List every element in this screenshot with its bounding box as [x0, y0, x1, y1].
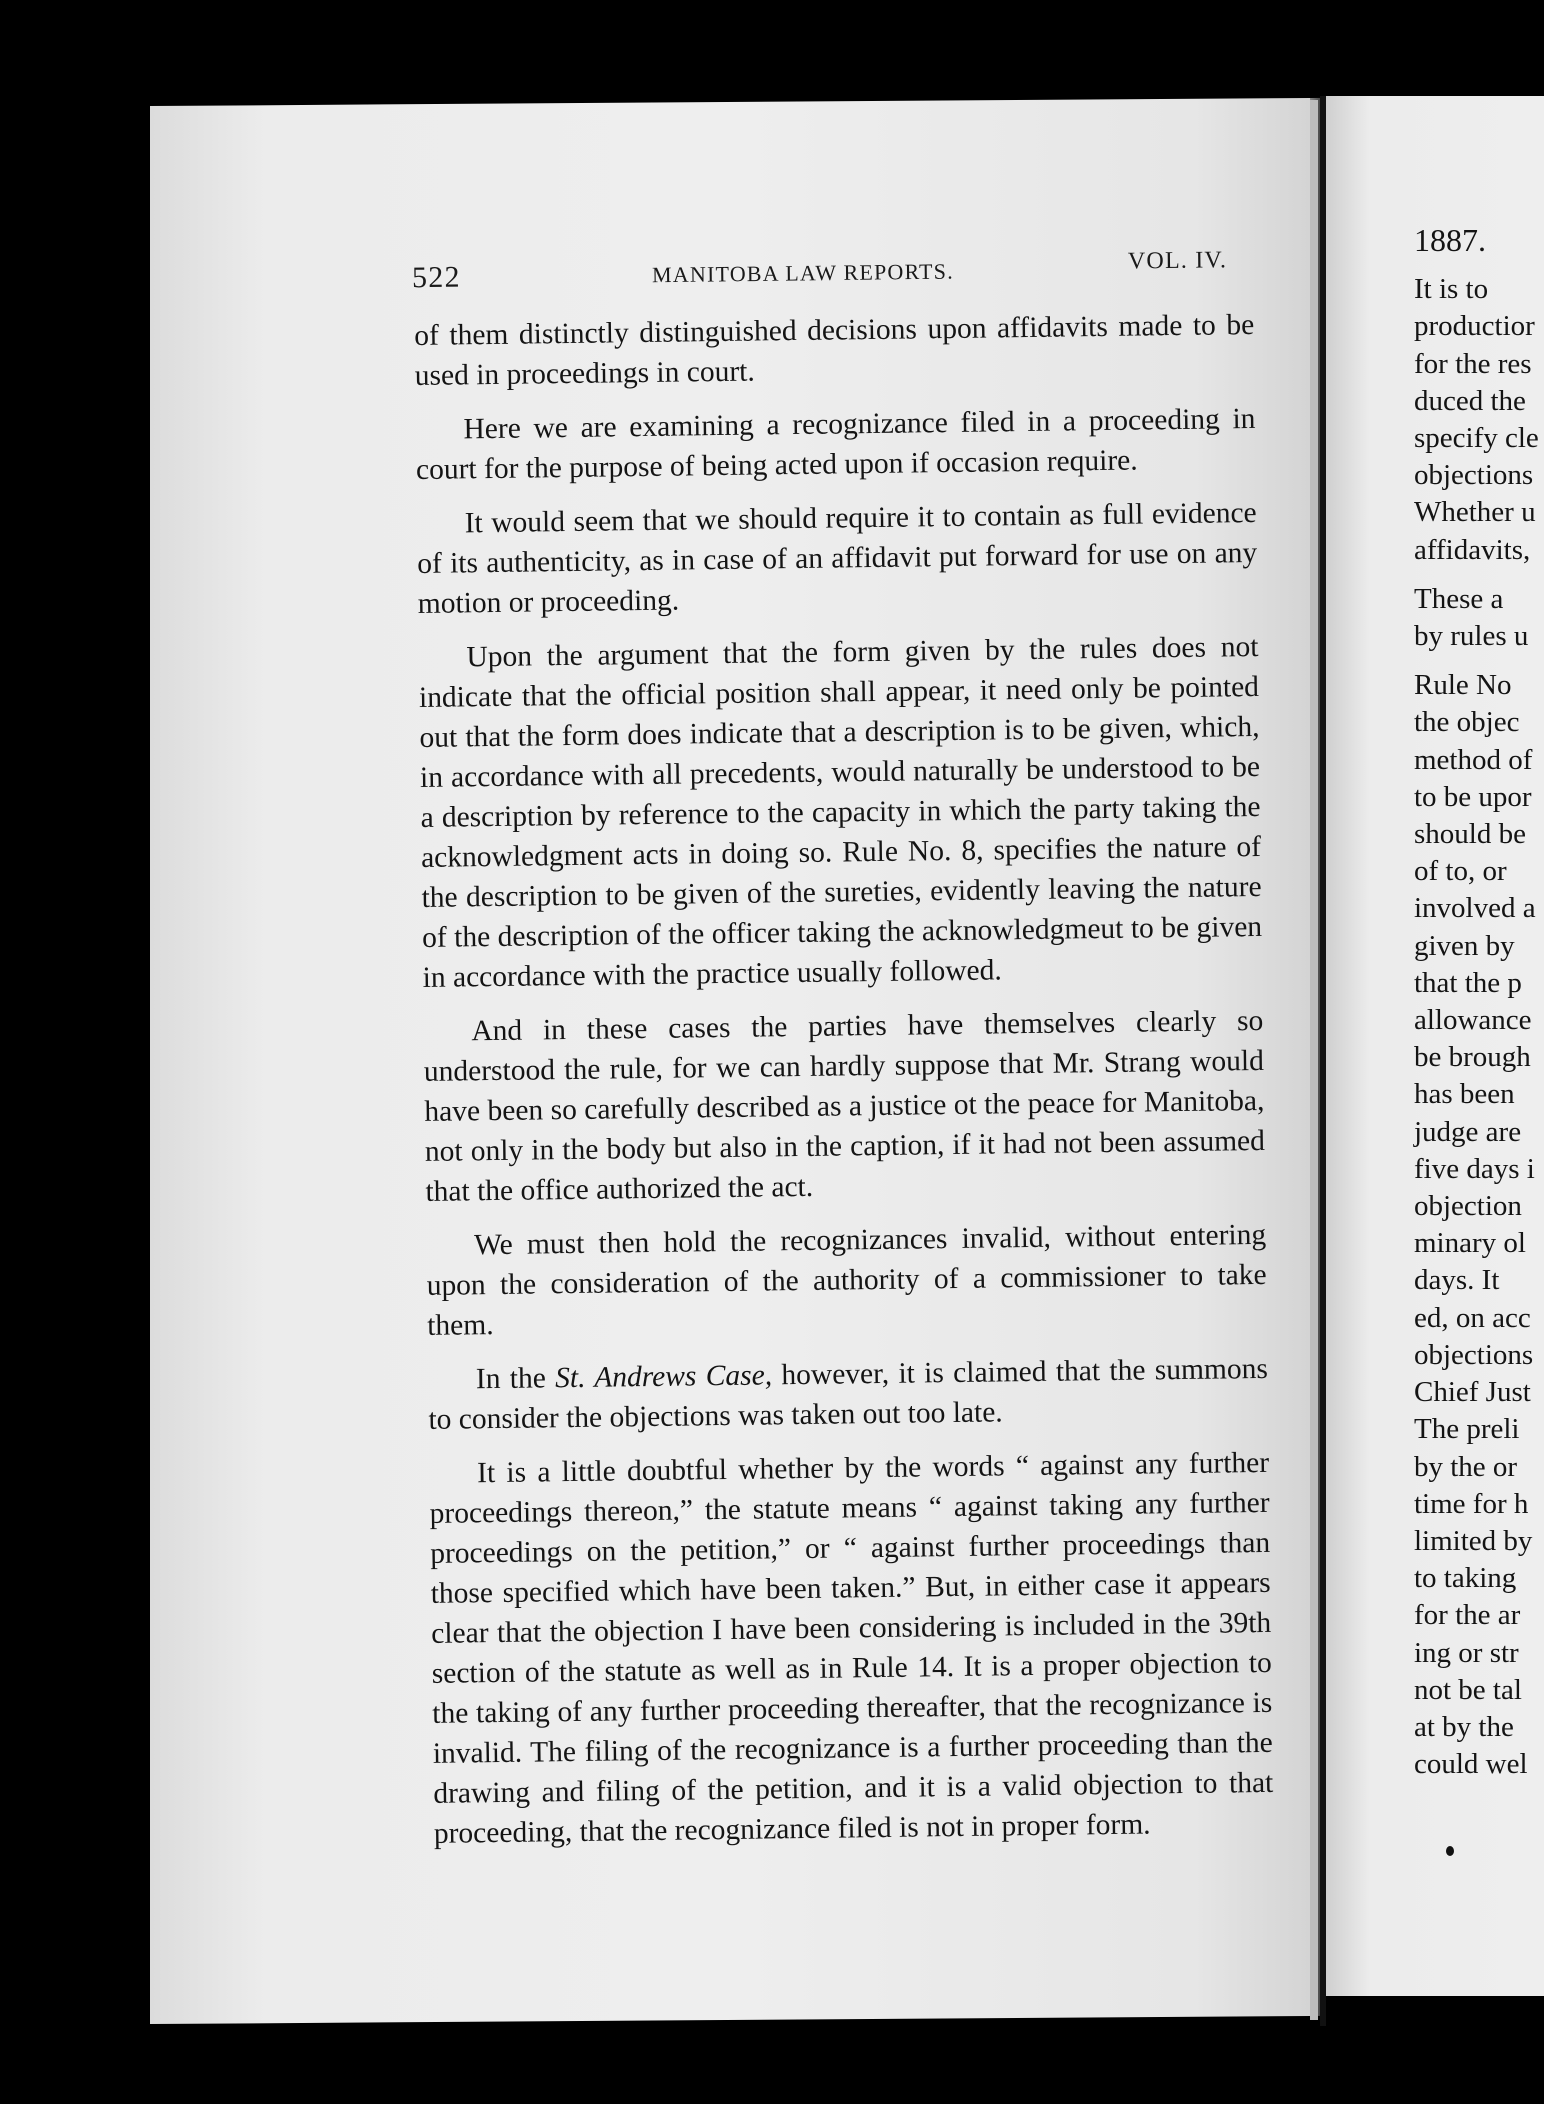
- right-page-line: for the res: [1414, 347, 1532, 380]
- right-page-line: specify cle: [1414, 422, 1539, 455]
- right-page-line: duced the: [1414, 384, 1526, 417]
- paragraph: And in these cases the parties have themselves clearly so understood the rule, for we can hardly suppose that Mr. Strang would have been so carefully described as a justice ot the peace for Manitoba, not only in the body but also in the caption, if it had not been assumed that the office authorized the act.: [423, 1004, 1266, 1208]
- right-page-line: minary ol: [1414, 1227, 1526, 1260]
- right-page-line: These a: [1414, 582, 1504, 615]
- right-page-line: by rules u: [1414, 620, 1529, 653]
- right-page-line: of to, or: [1414, 855, 1507, 888]
- right-page-line: objections: [1414, 459, 1534, 492]
- right-page-lines: [1414, 271, 1544, 1783]
- volume-label: VOL. IV.: [1127, 247, 1228, 275]
- paragraph-text: however, it is claimed that the summons to consider the objections was taken out too late.: [428, 1352, 1269, 1436]
- right-page-column: [1414, 222, 1544, 1783]
- right-page-line: ed, on acc: [1414, 1301, 1531, 1334]
- right-page-line: Rule No: [1414, 669, 1512, 702]
- right-page-line: Chief Just: [1414, 1376, 1531, 1409]
- right-page-line: Whether u: [1414, 496, 1536, 529]
- right-page-line: five days i: [1414, 1152, 1535, 1185]
- right-page-line: to taking: [1414, 1562, 1517, 1595]
- right-page-line: for the ar: [1414, 1599, 1521, 1632]
- paragraph: It would seem that we should require it to contain as full evidence of its authenticity, as in case of an affidavit put forward for use on any motion or proceeding.: [417, 496, 1258, 620]
- case-name: St. Andrews Case,: [554, 1359, 773, 1395]
- right-page-line: involved a: [1414, 892, 1536, 925]
- right-page-line: be brough: [1414, 1041, 1531, 1074]
- right-page-line: that the p: [1414, 966, 1522, 999]
- right-page-line: objection: [1414, 1190, 1522, 1223]
- right-page-line: It is to: [1414, 273, 1489, 306]
- paragraph-text: In the: [475, 1362, 556, 1396]
- right-page-line: allowance: [1414, 1004, 1532, 1037]
- paragraph: [428, 1349, 1269, 1440]
- right-page-line: objections: [1414, 1338, 1534, 1371]
- right-page-line: could wel: [1414, 1748, 1528, 1781]
- right-page-line: not be tal: [1414, 1673, 1522, 1706]
- right-page-line: the objec: [1414, 706, 1520, 739]
- right-page-line: should be: [1414, 818, 1526, 851]
- paragraph: Here we are examining a recognizance filed in a proceeding in court for the purpose of being acted upon if occasion require.: [415, 402, 1256, 486]
- right-page-line: has been: [1414, 1078, 1515, 1111]
- right-page-year: 1887.: [1414, 222, 1486, 258]
- right-page-line: ing or str: [1414, 1636, 1519, 1669]
- right-page-line: The preli: [1414, 1413, 1520, 1446]
- right-page-line: by the or: [1414, 1450, 1518, 1483]
- right-page-line: productior: [1414, 310, 1535, 343]
- right-page-line: at by the: [1414, 1710, 1514, 1743]
- right-page-line: judge are: [1414, 1115, 1522, 1148]
- line-gap: [1414, 569, 1544, 581]
- body-text: [414, 305, 1274, 1868]
- paragraph: Upon the argument that the form given by the rules does not indicate that the official position shall appear, it need only be pointed out that the form does indicate that a description is to be given, which, in accordance with all precedents, would naturally be understood to be a description by reference to the capacity in which the party taking the acknowledgment acts in doing so. Rule No. 8, specifies the nature of the description to be given of the sureties, evidently leaving the nature of the description of the officer taking the acknowledgmeut to be given in accordance with the practice usually followed.: [418, 630, 1263, 994]
- running-title: MANITOBA LAW REPORTS.: [651, 258, 955, 288]
- right-page-line: days. It: [1414, 1264, 1500, 1297]
- page-number: 522: [411, 260, 461, 295]
- right-page-line: time for h: [1414, 1487, 1529, 1520]
- right-page-line: given by: [1414, 929, 1515, 962]
- right-page-line: to be upor: [1414, 780, 1532, 813]
- paragraph: We must then hold the recognizances invalid, without entering upon the consideration of the authority of a commissioner to take them.: [426, 1218, 1267, 1342]
- right-page-line: affidavits,: [1414, 533, 1531, 566]
- ink-dot: [1446, 1846, 1454, 1856]
- line-gap: [1414, 655, 1544, 667]
- right-page-line: limited by: [1414, 1524, 1533, 1557]
- right-page-line: method of: [1414, 743, 1533, 776]
- page-edge: [1310, 100, 1318, 2020]
- paragraph: of them distinctly distinguished decisions upon affidavits made to be used in proceedings in court.: [414, 309, 1255, 392]
- paragraph: It is a little doubtful whether by the words “ against any further proceedings thereon,” the statute means “ against taking any further proceedings on the petition,” or “ against further proceedings than those specified which have been taken.” But, in either case it appears clear that the objection I have been considering is included in the 39th section of the statute as well as in Rule 14. It is a proper objection to the taking of any further proceeding thereafter, that the recognizance is invalid. The filing of the recognizance is a further proceeding than the drawing and filing of the petition, and it is a valid objection to that proceeding, that the recognizance filed is not in proper form.: [429, 1446, 1274, 1850]
